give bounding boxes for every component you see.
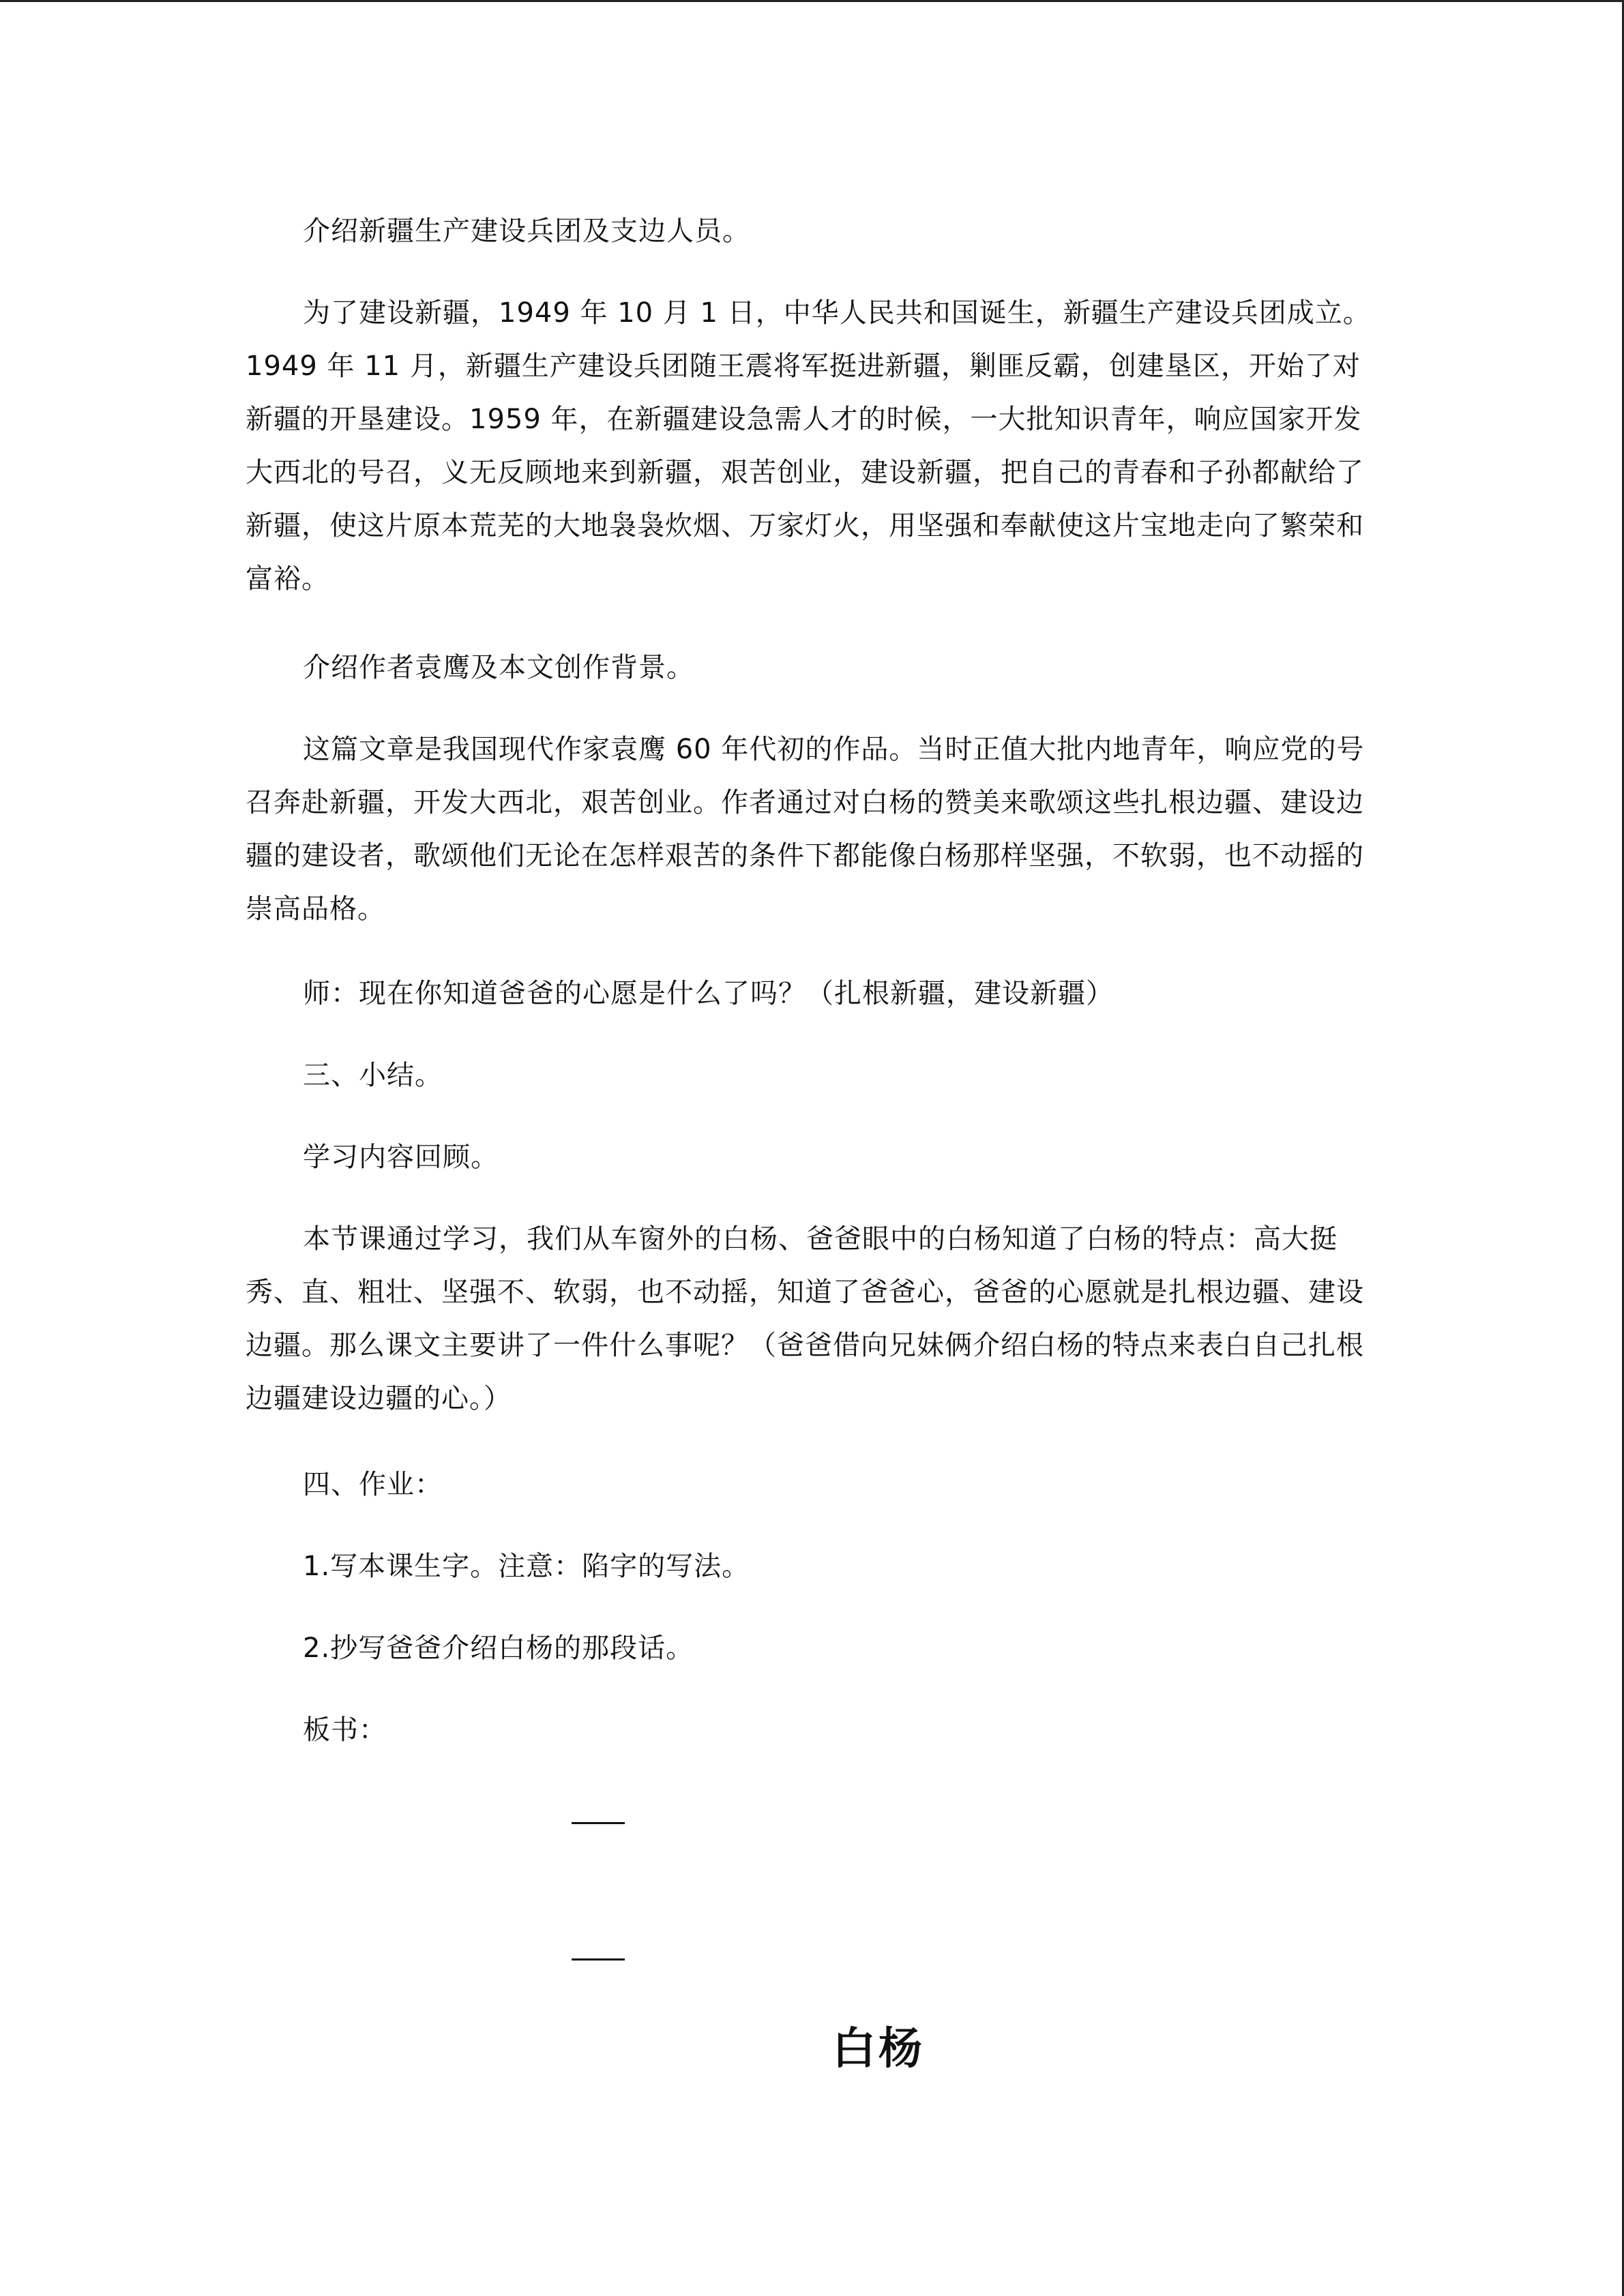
paragraph-review: 学习内容回顾。 — [303, 1142, 499, 1173]
paragraph-intro-author: 介绍作者袁鹰及本文创作背景。 — [303, 652, 694, 683]
homework-item-2: 2.抄写爸爸介绍白杨的那段话。 — [303, 1632, 694, 1664]
heading-summary: 三、小结。 — [303, 1060, 443, 1091]
heading-homework: 四、作业： — [303, 1469, 443, 1500]
paragraph-teacher-question: 师：现在你知道爸爸的心愿是什么了吗？（扎根新疆，建设新疆） — [303, 978, 1114, 1009]
paragraph-xinjiang-history: 为了建设新疆，1949 年 10 月 1 日，中华人民共和国诞生，新疆生产建设兵团成立。1949 年 11 月，新疆生产建设兵团随王震将军挺进新疆，剿匪反霸，创建垦区，开始了对新疆的开垦建设。1959 年，在新疆建设急需人才的时候，一大批知识青年，响应国家开发大西北的号召，义无反顾地来到新疆，艰苦创业，建设新疆，把自己的青春和子孙都献给了新疆，使这片原本荒芜的大地袅袅炊烟、万家灯火，用坚强和奉献使这片宝地走向了繁荣和富裕。 — [246, 297, 1371, 595]
paragraph-lesson-summary: 本节课通过学习，我们从车窗外的白杨、爸爸眼中的白杨知道了白杨的特点：高大挺秀、直、粗壮、坚强不、软弱，也不动摇，知道了爸爸心，爸爸的心愿就是扎根边疆、建设边疆。那么课文主要讲了一件什么事呢？（爸爸借向兄妹俩介绍白杨的特点来表白自己扎根边疆建设边疆的心。） — [246, 1223, 1364, 1414]
blackboard-title: 白杨 — [832, 2024, 925, 2074]
paragraph-background: 这篇文章是我国现代作家袁鹰 60 年代初的作品。当时正值大批内地青年，响应党的号召奔赴新疆，开发大西北，艰苦创业。作者通过对白杨的赞美来歌颂这些扎根边疆、建设边疆的建设者，歌颂他们无论在怎样艰苦的条件下都能像白杨那样坚强，不软弱，也不动摇的崇高品格。 — [246, 734, 1365, 925]
homework-item-1: 1.写本课生字。注意：陷字的写法。 — [303, 1551, 750, 1582]
blackboard-line-1 — [572, 1822, 625, 1824]
blackboard-line-2 — [572, 1958, 625, 1960]
heading-blackboard: 板书： — [303, 1714, 387, 1746]
paragraph-intro-corps: 介绍新疆生产建设兵团及支边人员。 — [303, 215, 750, 247]
